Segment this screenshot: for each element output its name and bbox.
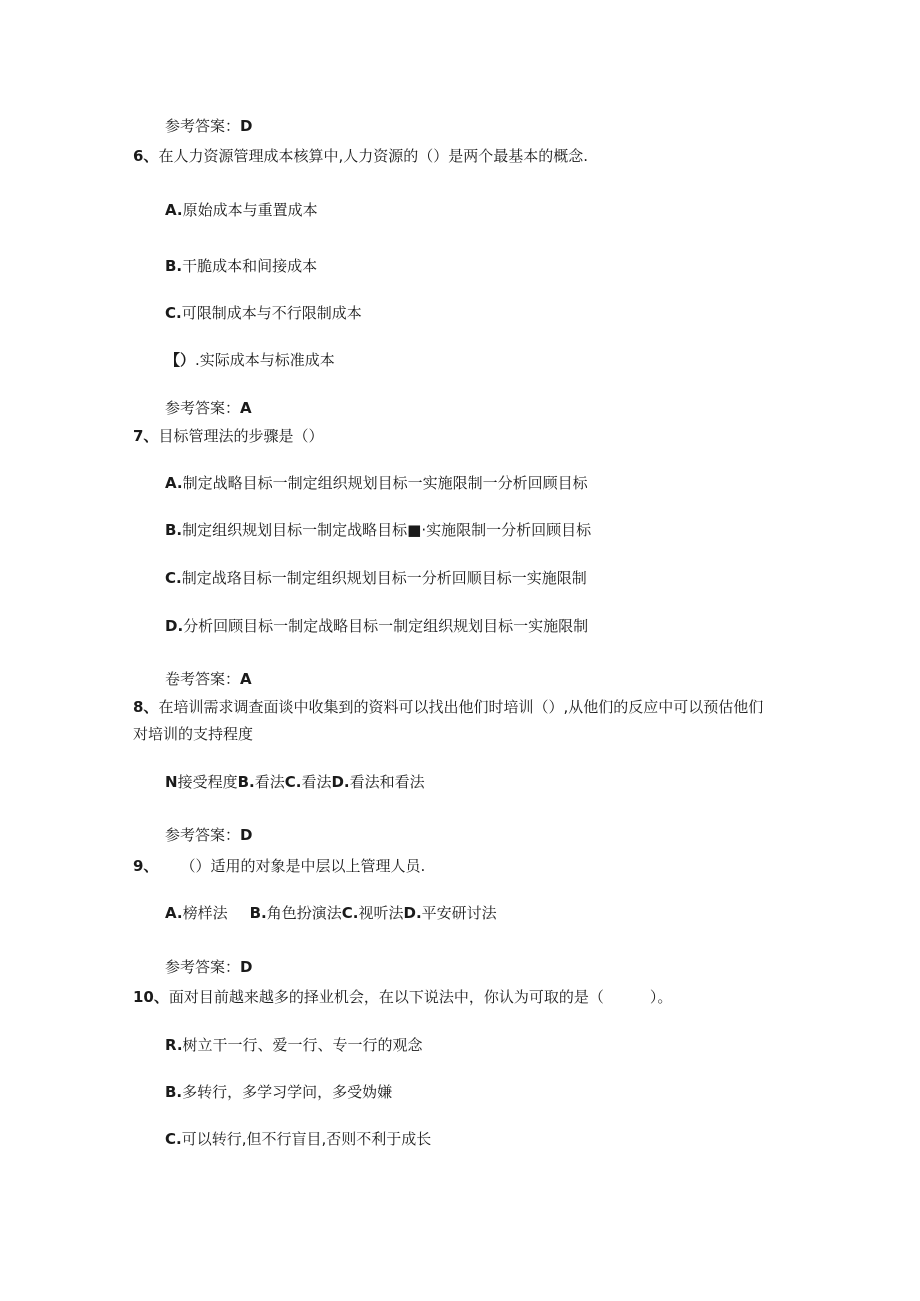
option-text: 树立干一行、爱一行、专一行的观念: [182, 1036, 423, 1054]
answer-label: 参考答案：: [165, 958, 241, 976]
option-key: C.: [165, 304, 182, 322]
option-text: 看法和看法: [349, 773, 425, 791]
q10-option-c: [165, 1129, 431, 1149]
q6-option-b: [165, 256, 317, 276]
question-number: 7、: [133, 427, 159, 445]
question-text: （）适用的对象是中层以上管理人员.: [180, 857, 426, 875]
q7-option-b: [165, 520, 591, 540]
option-key: A.: [165, 201, 183, 219]
option-key: C.: [165, 569, 182, 587]
answer-label: 卷考答案：: [165, 670, 241, 688]
answer-q8: [165, 825, 252, 845]
answer-q6: [165, 398, 252, 418]
answer-label: 参考答案：: [165, 826, 241, 844]
question-text: 面对目前越来越多的择业机会，在以下说法中，你认为可取的是（: [168, 988, 604, 1006]
option-key: B.: [249, 904, 267, 922]
option-text: 榜样法: [182, 904, 228, 922]
option-text: 可以转行,但不行盲目,否则不利于成长: [181, 1130, 432, 1148]
question-text: 目标管理法的步骤是（）: [158, 427, 324, 445]
option-text: 视听法: [358, 904, 404, 922]
option-text: .实际成本与标准成本: [195, 351, 335, 369]
answer-q9: [165, 957, 252, 977]
answer-value: A: [240, 399, 252, 417]
answer-value: D: [240, 117, 253, 135]
option-key: D.: [331, 773, 350, 791]
option-text: 多转行，多学习学问，多受妫嫌: [182, 1083, 393, 1101]
option-text: 制定组织规划目标一制定战略目标■·实施限制一分析回顾目标: [182, 521, 592, 539]
question-text: 在人力资源管理成本核算中,人力资源的（）是两个最基本的概念.: [158, 147, 588, 165]
option-key: N: [165, 773, 178, 791]
option-text: 制定战珞目标一制定组织规划目标一分析回顺目标一实施限制: [181, 569, 587, 587]
q6-option-a: [165, 200, 318, 220]
option-text: 角色扮演法: [266, 904, 342, 922]
option-key: C.: [165, 1130, 182, 1148]
q6-option-c: [165, 303, 362, 323]
option-key: D.: [403, 904, 422, 922]
option-text: 看法: [301, 773, 332, 791]
question-9: [133, 856, 425, 876]
answer-label: 参考答案：: [165, 117, 241, 135]
option-text: 干脆成本和间接成本: [182, 257, 318, 275]
question-number: 6、: [133, 147, 159, 165]
q10-option-b: [165, 1082, 392, 1102]
option-key: D.: [165, 617, 184, 635]
option-key: A.: [165, 904, 183, 922]
option-key: B.: [237, 773, 255, 791]
answer-q5: [165, 116, 252, 136]
question-7: [133, 426, 323, 446]
q8-options: [165, 772, 425, 792]
option-text: 可限制成本与不行限制成本: [181, 304, 362, 322]
question-number: 8、: [133, 698, 159, 716]
option-key: B.: [165, 521, 183, 539]
option-text: 制定战略目标一制定组织规划目标一实施限制一分析回顾目标: [182, 474, 588, 492]
question-text: 在培训需求调查面谈中收集到的资料可以找出他们时培训（）,从他们的反应中可以预估他们: [158, 698, 764, 716]
question-10: [133, 987, 672, 1007]
question-number: 10、: [133, 988, 169, 1006]
option-key: 【）: [165, 351, 196, 369]
answer-label: 参考答案：: [165, 399, 241, 417]
option-key: B.: [165, 1083, 183, 1101]
q7-option-a: [165, 473, 588, 493]
q7-option-c: [165, 568, 587, 588]
option-key: C.: [284, 773, 302, 791]
option-text: 分析回顾目标一制定战略目标一制定组织规划目标一实施限制: [183, 617, 589, 635]
question-6: [133, 146, 588, 166]
question-8-continued: [133, 724, 253, 744]
answer-value: D: [240, 826, 253, 844]
q6-option-d: [165, 350, 335, 370]
option-key: A.: [165, 474, 183, 492]
question-text: 对培训的支持程度: [133, 725, 254, 743]
answer-q7: [165, 669, 252, 689]
question-number: 9、: [133, 857, 159, 875]
option-text: 平安研讨法: [421, 904, 497, 922]
q7-option-d: [165, 616, 588, 636]
option-key: C.: [341, 904, 359, 922]
q10-option-a: [165, 1035, 423, 1055]
answer-value: D: [240, 958, 253, 976]
question-8: [133, 697, 763, 717]
option-text: 看法: [254, 773, 285, 791]
option-text: 原始成本与重置成本: [182, 201, 318, 219]
option-key: B.: [165, 257, 183, 275]
option-text: 接受程度: [177, 773, 238, 791]
answer-value: A: [240, 670, 252, 688]
q9-options: [165, 903, 497, 923]
question-text-end: ）。: [649, 988, 673, 1006]
option-key: R.: [165, 1036, 183, 1054]
